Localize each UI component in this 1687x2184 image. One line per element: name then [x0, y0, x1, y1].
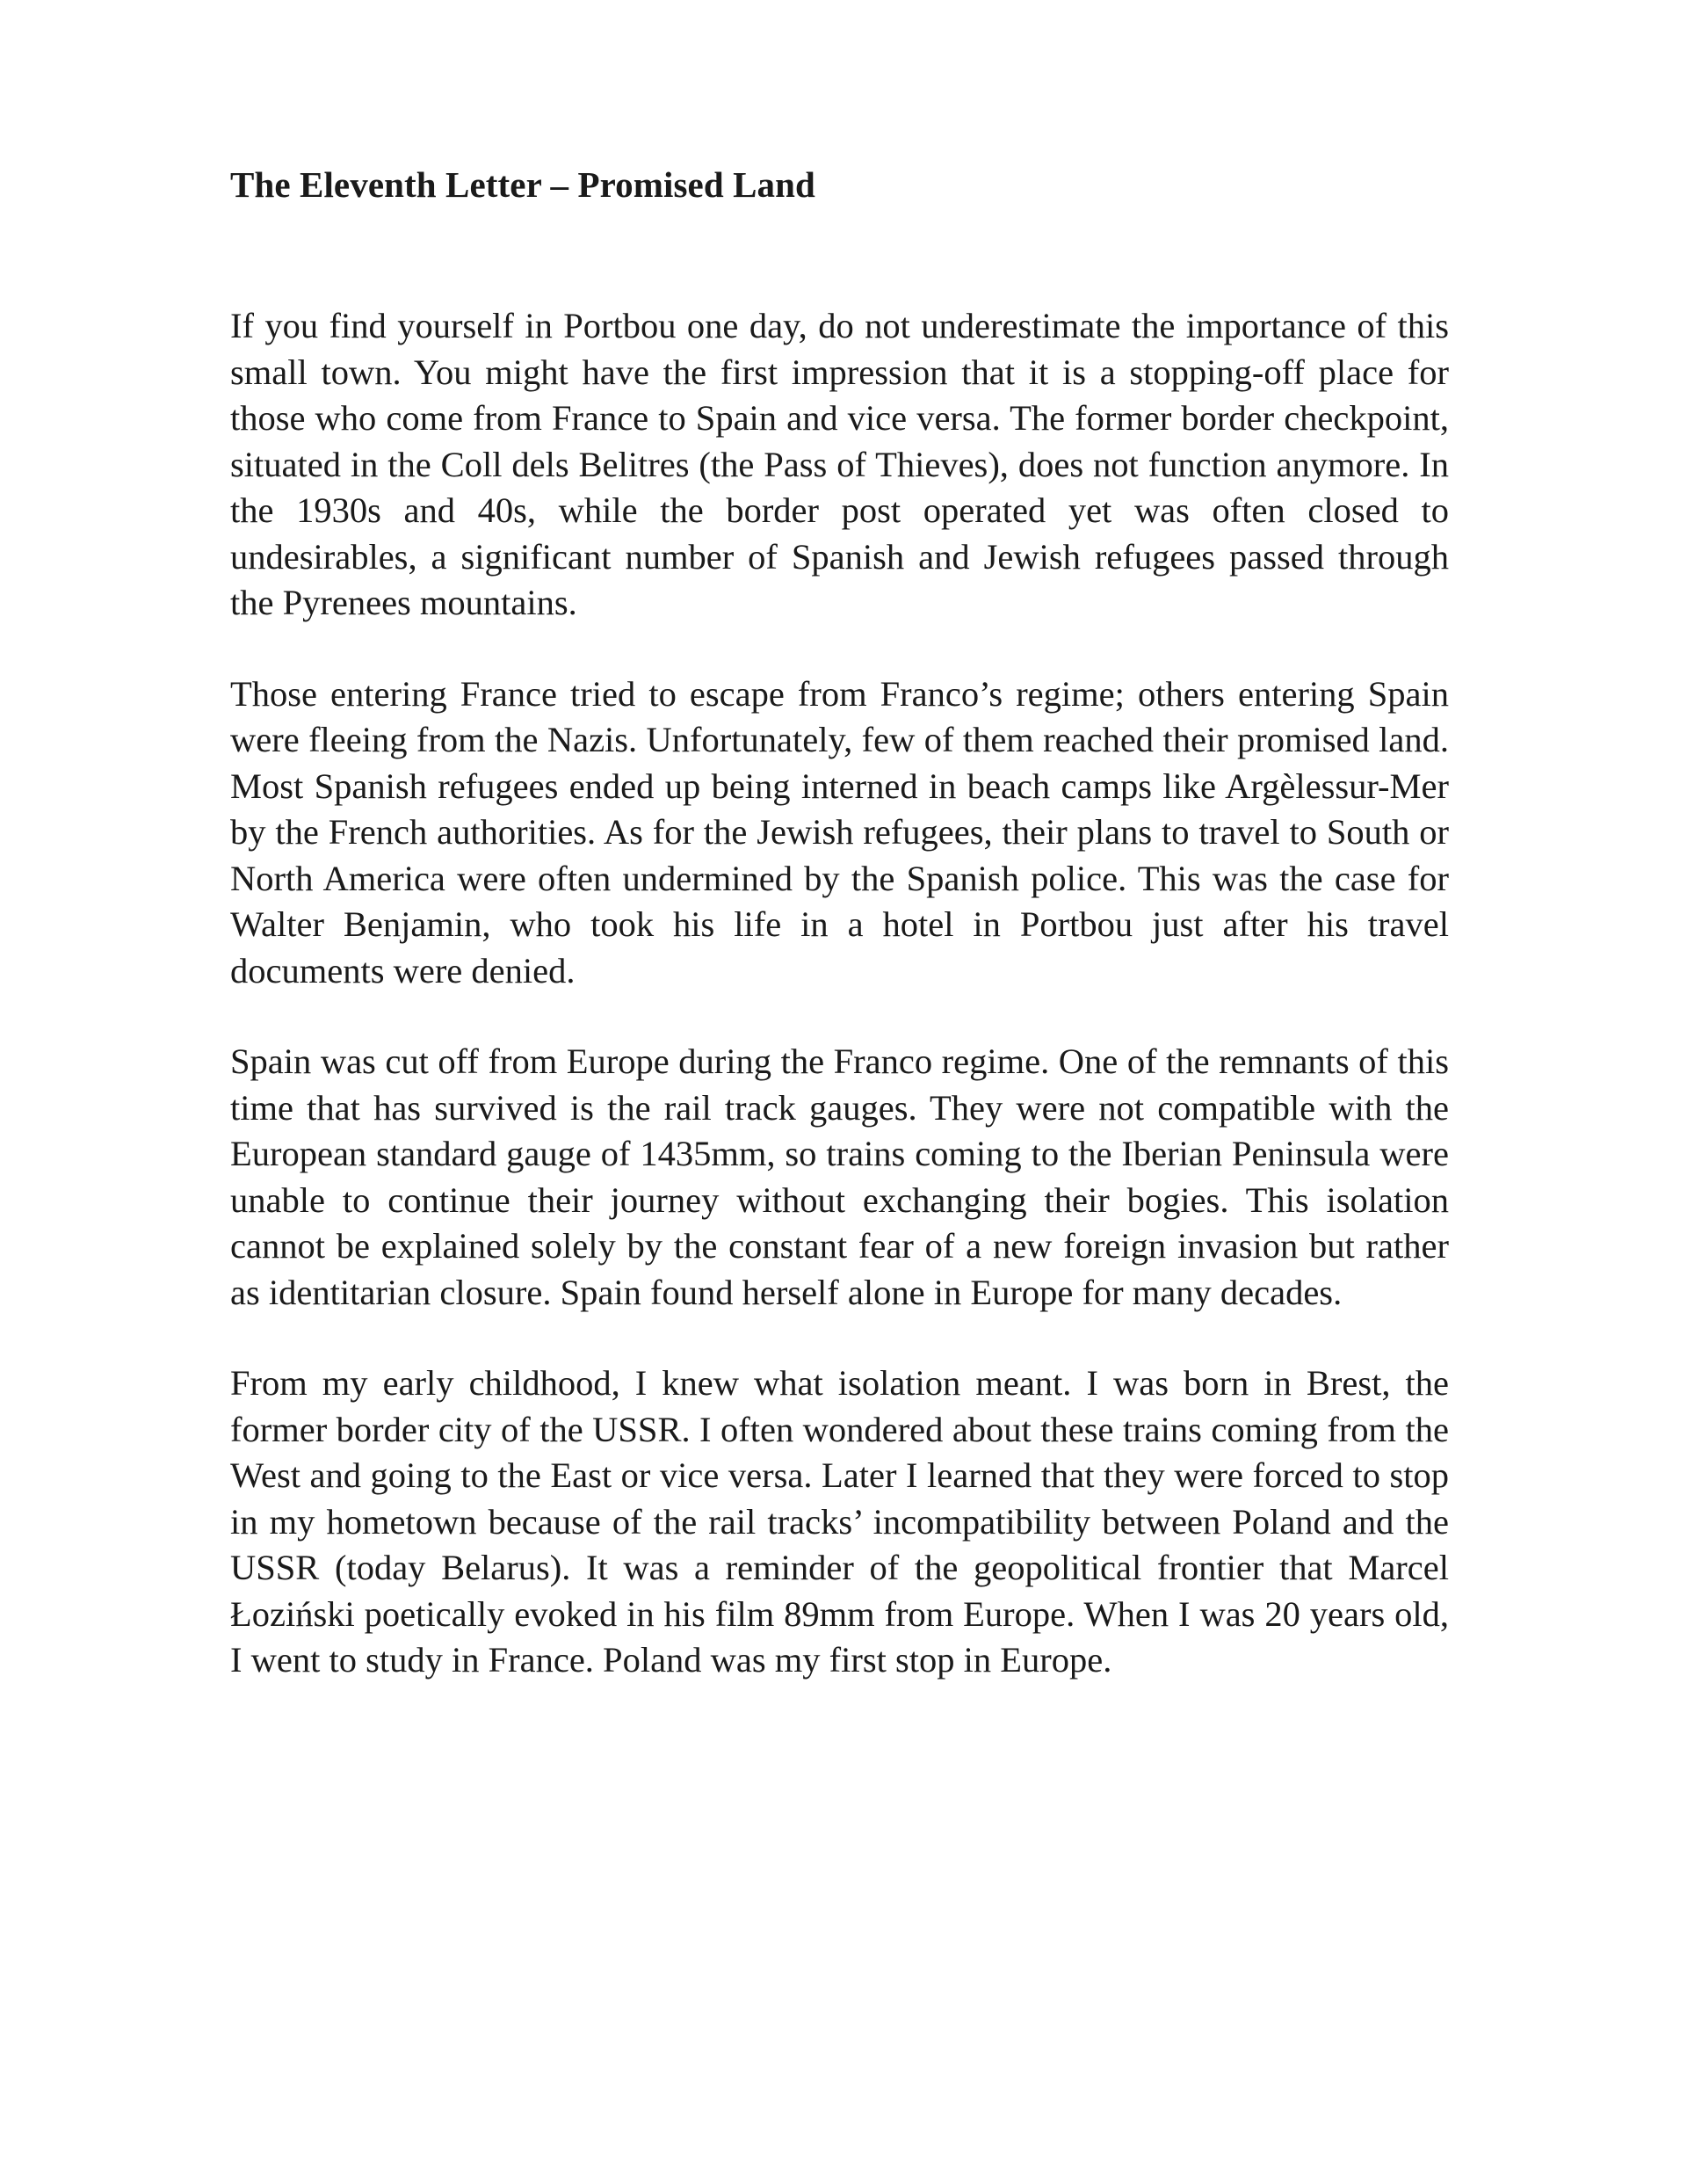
letter-title: The Eleventh Letter – Promised Land — [230, 164, 815, 205]
paragraph-portbou: If you find yourself in Portbou one day, do not underestimate the importance of this small town. You might have the first impression that it is a stopping-off place for those who come from France to Spain and vice versa. The former border checkpoint, situated in the Coll dels Belitres (the Pass of Thieves), does not function anymore. In the 1930s and 40s, while the border post operated yet was often closed to undesirables, a significant number of Spanish and Jewish refugees passed through the Pyrenees mountains. — [230, 306, 1449, 622]
paragraph-rail-gauges: Spain was cut off from Europe during the Franco regime. One of the remnants of this time that has survived is the rail track gauges. They were not compatible with the European standard gauge of 1435mm, so trains coming to the Iberian Peninsula were unable to continue their journey without exchanging their bogies. This isolation cannot be explained solely by the constant fear of a new foreign invasion but rather as identitarian closure. Spain found herself alone in Europe for many decades. — [230, 1041, 1449, 1312]
paragraph-brest: From my early childhood, I knew what isolation meant. I was born in Brest, the former border city of the USSR. I often wondered about these trains coming from the West and going to the East or vice versa. Later I learned that they were forced to stop in my hometown because of the rail tracks’ incompatibility between Poland and the USSR (today Belarus). It was a reminder of the geopolitical frontier that Marcel Łoziński poetically evoked in his film 89mm from Europe. When I was 20 years old, I went to study in France. Poland was my first stop in Europe. — [230, 1363, 1449, 1680]
letter-body — [230, 303, 1449, 1684]
letter-content — [230, 158, 1449, 1729]
paragraph-refugees: Those entering France tried to escape from Franco’s regime; others entering Spain were fleeing from the Nazis. Unfortunately, few of them reached their promised land. Most Spanish refugees ended up being interned in beach camps like Argèlessur-Mer by the French authorities. As for the Jewish refugees, their plans to travel to South or North America were often undermined by the Spanish police. This was the case for Walter Benjamin, who took his life in a hotel in Portbou just after his travel documents were denied. — [230, 673, 1449, 990]
